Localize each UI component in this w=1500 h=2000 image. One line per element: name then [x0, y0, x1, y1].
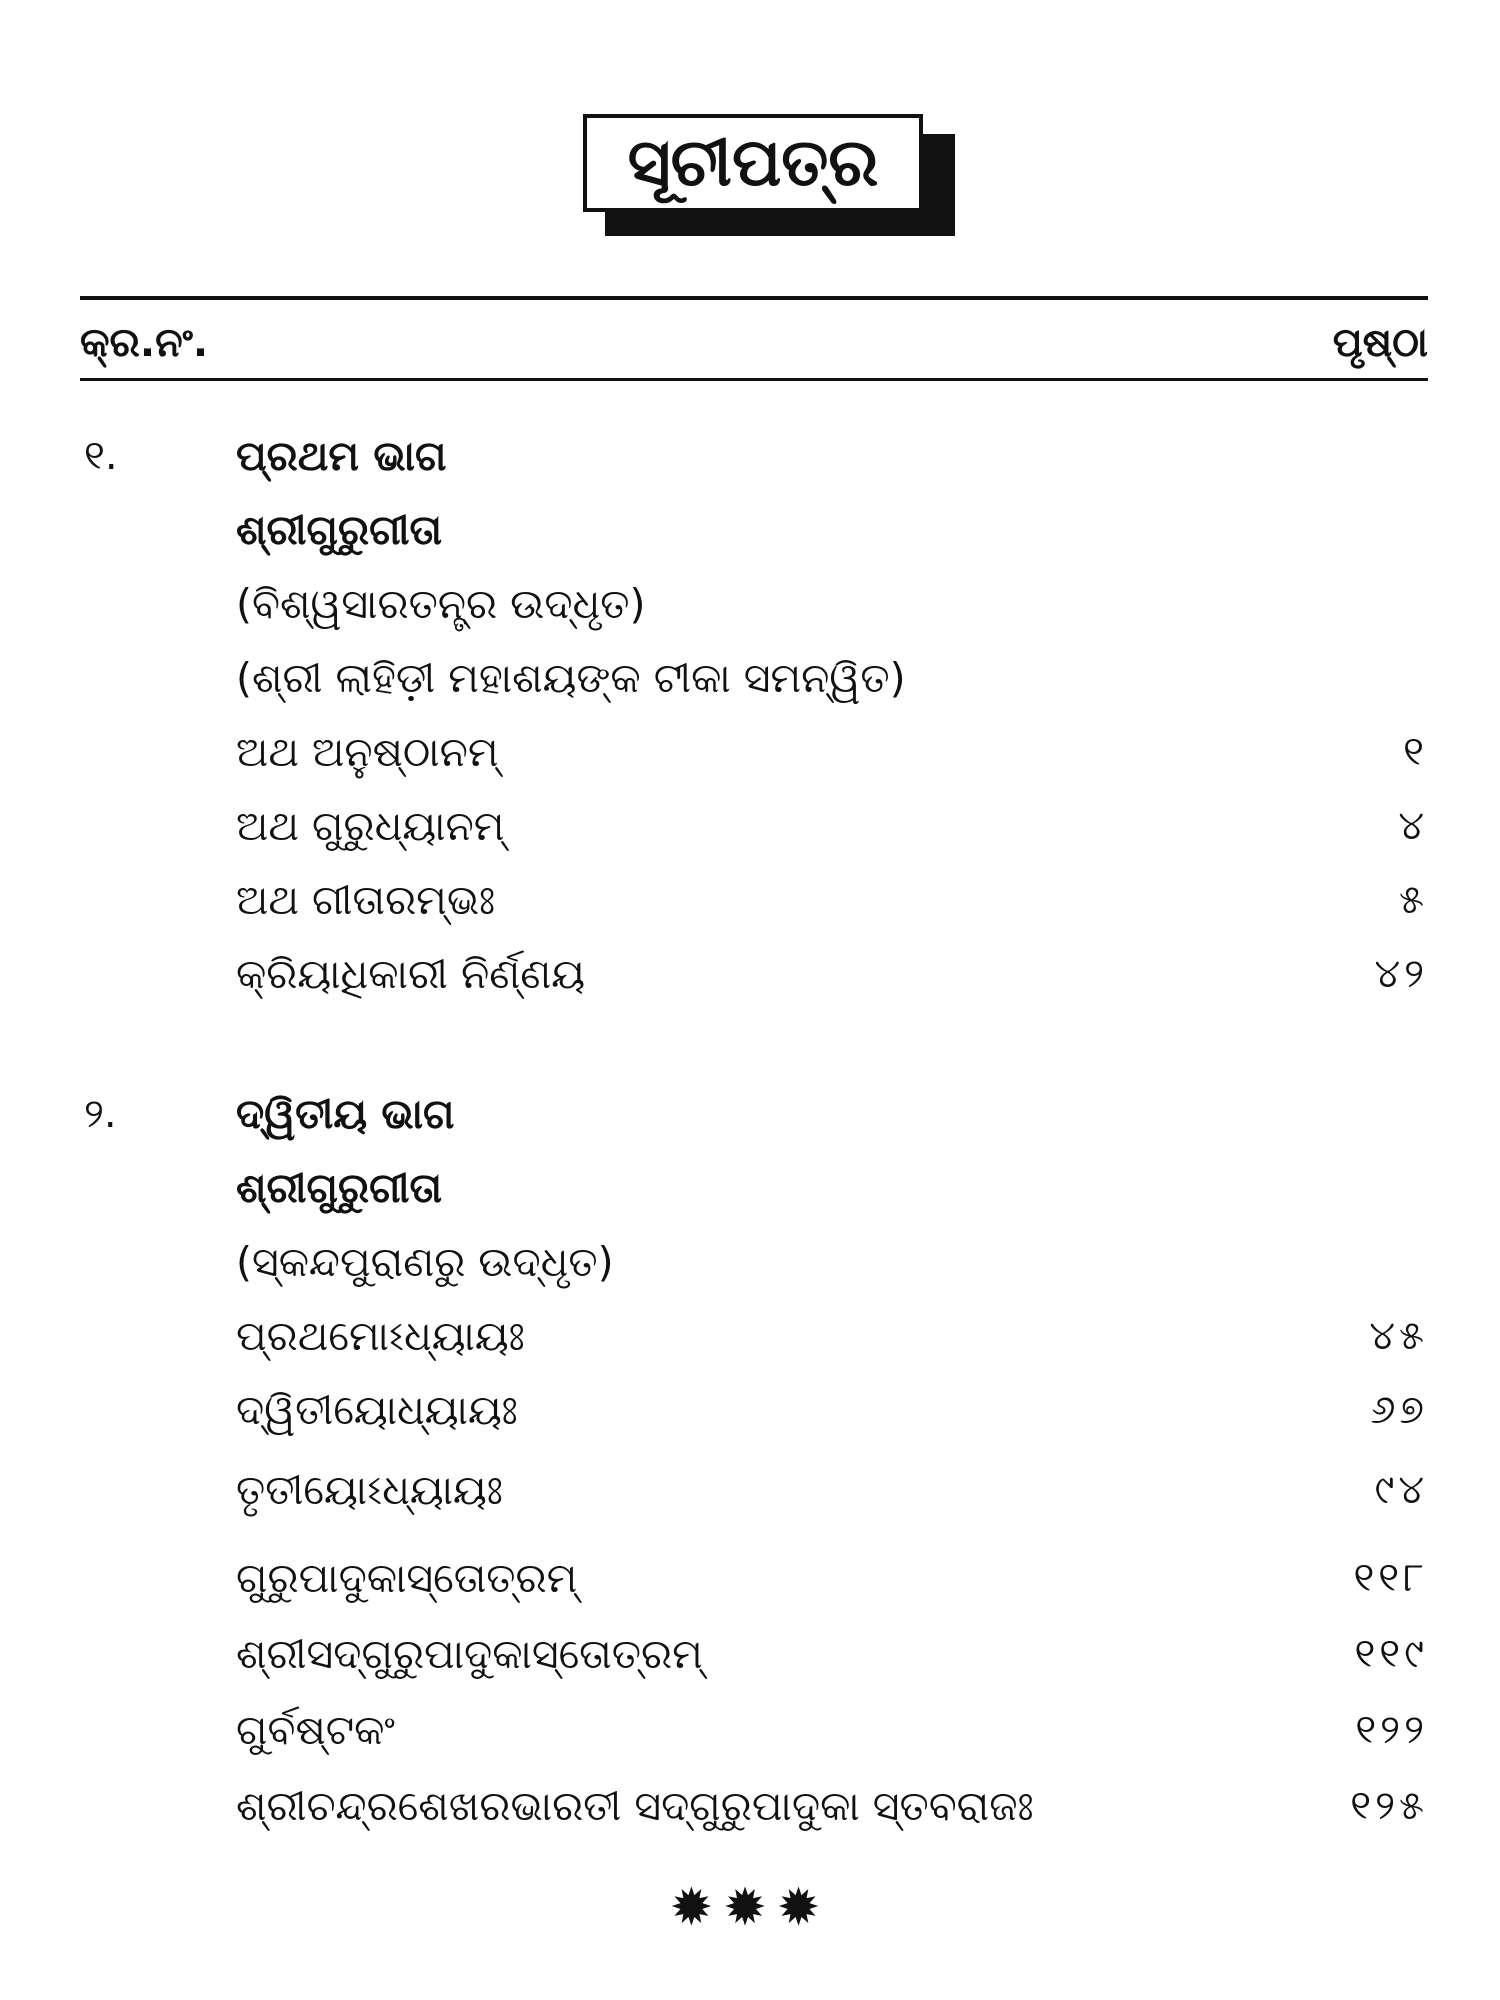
- toc-row: [0, 574, 1500, 634]
- entry-page-number: ୧: [1403, 729, 1428, 775]
- entry-title: ଗୁର୍ବଷ୍ଟକଂ: [236, 1706, 395, 1754]
- entry-title: ଅଥ ଗୀତାରମ୍ଭଃ: [236, 876, 496, 924]
- entry-page-number: ୪୫: [1369, 1313, 1428, 1359]
- toc-row: [0, 648, 1500, 708]
- entry-title: ତୃତୀୟୋଽଧ୍ୟାୟଃ: [236, 1466, 503, 1514]
- entry-title: ଶ୍ରୀଗୁରୁଗୀତା: [236, 1164, 443, 1212]
- toc-row: [0, 500, 1500, 560]
- entry-page-number: ୫: [1399, 877, 1428, 923]
- entry-page-number: ୧୧୮: [1353, 1555, 1428, 1601]
- entry-page-number: ୧୨୫: [1350, 1783, 1428, 1829]
- toc-row: [0, 1306, 1500, 1366]
- page-number-header: ପୃଷ୍ଠା: [1332, 320, 1428, 366]
- toc-row: [0, 1158, 1500, 1218]
- entry-page-number: ୧୧୯: [1354, 1631, 1428, 1677]
- section-number: ୧.: [84, 433, 118, 479]
- entry-title: ଶ୍ରୀଚନ୍ଦ୍ରଶେଖରଭାରତୀ ସଦ୍‌ଗୁରୁପାଦୁକା ସ୍ତବରାଜଃ: [236, 1782, 1034, 1830]
- toc-row: [0, 796, 1500, 856]
- toc-row: [0, 1624, 1500, 1684]
- toc-row: [0, 1460, 1500, 1520]
- entry-title: ଶ୍ରୀଗୁରୁଗୀତା: [236, 506, 443, 554]
- toc-row: [0, 1548, 1500, 1608]
- toc-row: [0, 426, 1500, 486]
- entry-title: (ସ୍କନ୍ଦପୁରାଣରୁ ଉଦ୍ଧୃତ): [236, 1238, 614, 1286]
- page-title: ସୂଚୀପତ୍ର: [583, 114, 923, 212]
- toc-row: [0, 870, 1500, 930]
- entry-title: (ଶ୍ରୀ ଲାହିଡ଼ୀ ମହାଶୟଙ୍କ ଟୀକା ସମନ୍ୱିତ): [236, 654, 906, 702]
- footer-star-ornament: ✹✹✹: [669, 1878, 831, 1938]
- toc-row: [0, 722, 1500, 782]
- entry-page-number: ୬୭: [1370, 1387, 1428, 1433]
- entry-page-number: ୧୨୨: [1355, 1707, 1428, 1753]
- entry-title: କ୍ରିୟାଧିକାରୀ ନିର୍ଣ୍ଣୟ: [236, 950, 586, 998]
- entry-page-number: ୪୨: [1374, 951, 1428, 997]
- entry-title: ଶ୍ରୀସଦ୍‌ଗୁରୁପାଦୁକାସ୍ତୋତ୍ରମ୍: [236, 1630, 703, 1678]
- toc-row: [0, 1776, 1500, 1836]
- section-heading: ଦ୍ୱିତୀୟ ଭାଗ: [236, 1090, 455, 1138]
- toc-row: [0, 1084, 1500, 1144]
- entry-title: ଅଥ ଗୁରୁଧ୍ୟାନମ୍: [236, 802, 505, 850]
- entry-page-number: ୯୪: [1374, 1467, 1428, 1513]
- entry-page-number: ୪: [1398, 803, 1428, 849]
- entry-title: ପ୍ରଥମୋଽଧ୍ୟାୟଃ: [236, 1312, 525, 1360]
- toc-row: [0, 944, 1500, 1004]
- toc-row: [0, 1380, 1500, 1440]
- toc-row: [0, 1232, 1500, 1292]
- entry-title: ଗୁରୁପାଦୁକାସ୍ତୋତ୍ରମ୍: [236, 1554, 578, 1602]
- entry-title: ଅଥ ଅନୁଷ୍ଠାନମ୍: [236, 728, 499, 776]
- toc-row: [0, 1700, 1500, 1760]
- section-heading: ପ୍ରଥମ ଭାଗ: [236, 432, 447, 480]
- serial-number-header: କ୍ର.ନଂ.: [80, 320, 209, 366]
- entry-title: (ବିଶ୍ୱସାରତନ୍ତ୍ର ଉଦ୍ଧୃତ): [236, 580, 646, 628]
- entry-title: ଦ୍ୱିତୀୟୋଧ୍ୟାୟଃ: [236, 1386, 518, 1434]
- section-number: ୨.: [84, 1091, 117, 1137]
